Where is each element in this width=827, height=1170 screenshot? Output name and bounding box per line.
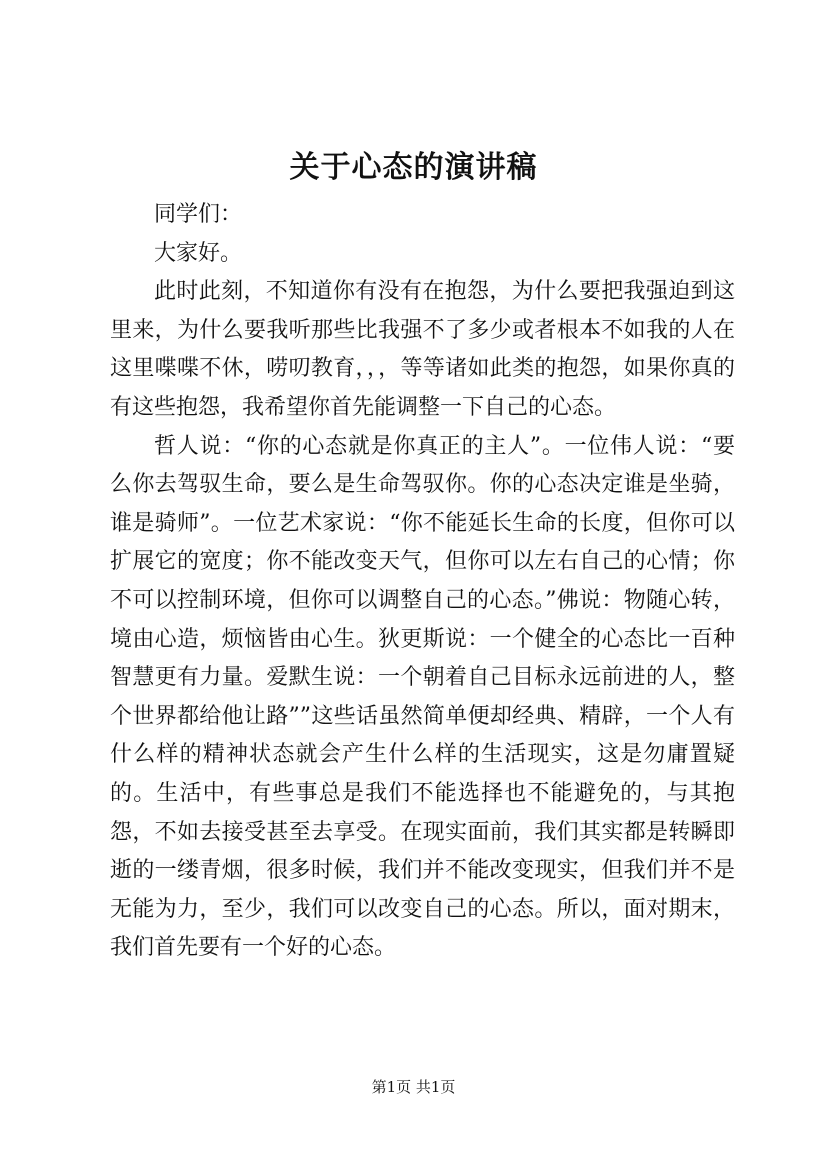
page-number-footer: 第1页 共1页 [371, 1078, 456, 1096]
body-paragraph-2: 哲人说：“你的心态就是你真正的主人”。一位伟人说：“要么你去驾驭生命，要么是生命驾驭你。你的心态决定谁是坐骑，谁是骑师”。一位艺术家说：“你不能延长生命的长度，但你可以扩展它的宽度；你不能改变天气，但你可以左右自己的心情；你不可以控制环境，但你可以调整自己的心态。”佛说：物随心转，境由心造，烦恼皆由心生。狄更斯说：一个健全的心态比一百种智慧更有力量。爱默生说：一个朝着自己目标永远前进的人，整个世界都给他让路””这些话虽然简单便却经典、精辟，一个人有什么样的精神状态就会产生什么样的生活现实，这是勿庸置疑的。生活中，有些事总是我们不能选择也不能避免的，与其抱怨，不如去接受甚至去享受。在现实面前，我们其实都是转瞬即逝的一缕青烟，很多时候，我们并不能改变现实，但我们并不是无能为力，至少，我们可以改变自己的心态。所以，面对期末，我们首先要有一个好的心态。 [110, 433, 735, 961]
salutation-paragraph: 大家好。 [154, 240, 243, 266]
greeting-paragraph: 同学们： [154, 202, 243, 227]
body-paragraph-1: 此时此刻，不知道你有没有在抱怨，为什么要把我强迫到这里来，为什么要我听那些比我强不了多少或者根本不如我的人在这里喋喋不休，唠叨教育，，，等等诸如此类的抱怨，如果你真的有这些抱怨，我希望你首先能调整一下自己的心态。 [110, 279, 735, 420]
document-body [110, 196, 735, 968]
document-title: 关于心态的演讲稿 [289, 150, 538, 185]
